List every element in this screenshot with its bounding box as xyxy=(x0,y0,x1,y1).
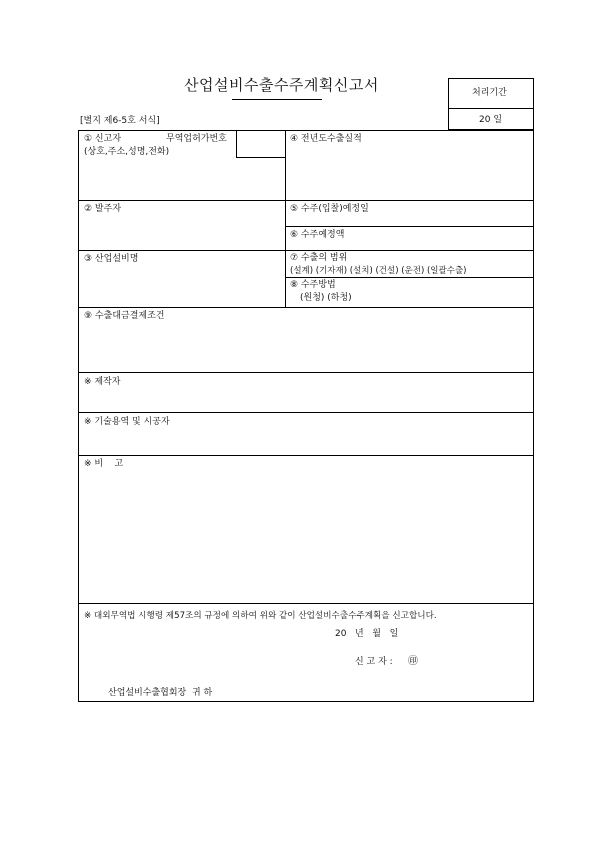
prev-year-exports-label: ④ 전년도수출실적 xyxy=(290,134,362,144)
processing-period-value: 20 일 xyxy=(479,115,503,125)
col-divider-main xyxy=(285,130,286,307)
declaration-date: 20 년 월 일 xyxy=(335,629,399,639)
license-box-bottom xyxy=(236,157,285,158)
reporter-label: 신 고 자 : xyxy=(355,657,393,667)
row-divider-5 xyxy=(78,307,534,308)
form-number: [별지 제6-5호 서식] xyxy=(80,116,160,126)
order-method-label: ⑧ 수주방법 xyxy=(290,280,336,290)
row-divider-2a xyxy=(285,226,534,227)
export-scope-label: ⑦ 수출의 범위 xyxy=(290,253,348,263)
row-divider-7 xyxy=(78,412,534,413)
plant-name-label: ③ 산업설비명 xyxy=(84,254,139,264)
manufacturer-label: ※ 제작자 xyxy=(84,377,121,387)
processing-period-label: 처리기간 xyxy=(472,88,507,98)
applicant-detail-label: (상호,주소,성명,전화) xyxy=(84,147,170,157)
row-divider-6 xyxy=(78,372,534,373)
row-divider-9 xyxy=(78,603,534,604)
trade-license-label: 무역업허가번호 xyxy=(166,134,227,144)
payment-terms-label: ⑨ 수출대금결제조건 xyxy=(84,311,165,321)
processing-divider xyxy=(448,108,534,109)
orderer-label: ② 발주자 xyxy=(84,204,122,214)
row-divider-4a xyxy=(285,277,534,278)
seal-mark: ㊞ xyxy=(408,656,418,667)
row-divider-3 xyxy=(78,250,534,251)
applicant-label: ① 신고자 xyxy=(84,134,122,144)
form-title: 산업설비수출수주계획신고서 xyxy=(184,76,379,94)
order-method-options: (원청) (하청) xyxy=(300,293,352,303)
remarks-label: ※ 비 고 xyxy=(84,459,124,469)
order-date-label: ⑤ 수주(입찰)예정일 xyxy=(290,204,369,214)
declaration-statement: ※ 대외무역법 시행령 제57조의 규정에 의하여 위와 같이 산업설비수출수주계획을 신고합니다. xyxy=(84,611,437,621)
title-underline xyxy=(232,99,322,100)
tech-service-label: ※ 기술용역 및 시공자 xyxy=(84,417,170,427)
export-scope-options: (설계) (기자재) (설치) (건설) (운전) (일괄수출) xyxy=(290,266,467,276)
row-divider-8 xyxy=(78,455,534,456)
order-amount-label: ⑥ 수주예정액 xyxy=(290,230,345,240)
recipient-label: 산업설비수출협회장 귀 하 xyxy=(108,688,213,698)
row-divider-1 xyxy=(78,200,534,201)
license-box-left xyxy=(236,130,237,157)
